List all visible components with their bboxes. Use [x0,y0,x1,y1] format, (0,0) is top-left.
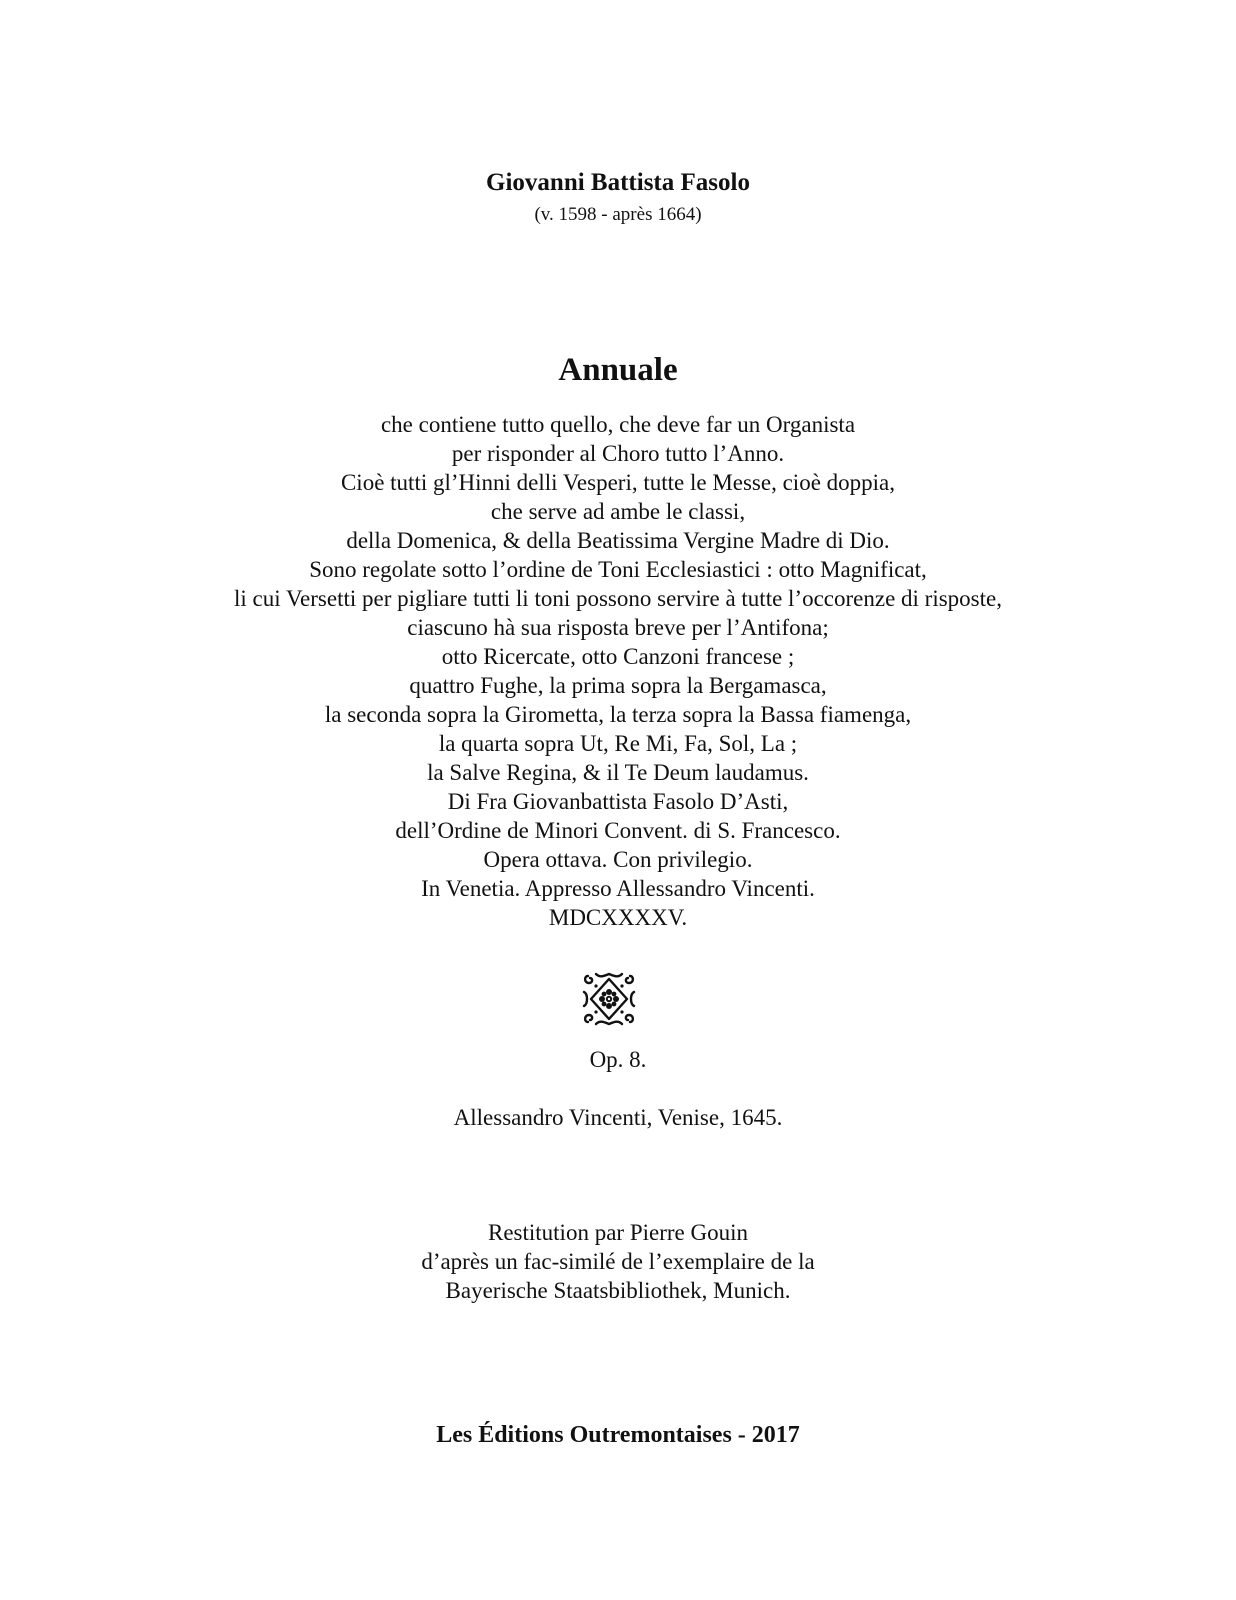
description-line: la quarta sopra Ut, Re Mi, Fa, Sol, La ; [438,731,798,756]
description-line: che contiene tutto quello, che deve far un Organista [380,412,856,437]
opus-number: Op. 8. [589,1047,647,1072]
work-title: Annuale [558,352,678,388]
description-line: Opera ottava. Con privilegio. [483,847,753,872]
description-line: che serve ad ambe le classi, [490,499,746,524]
description-line: per risponder al Choro tutto l’Anno. [451,441,785,466]
description-line: dell’Ordine de Minori Convent. di S. Francesco. [395,818,841,843]
author-dates: (v. 1598 - après 1664) [534,204,702,225]
description-line: otto Ricercate, otto Canzoni francese ; [441,644,795,669]
description-line: Di Fra Giovanbattista Fasolo D’Asti, [447,789,789,814]
author-name: Giovanni Battista Fasolo [486,169,750,196]
fleuron-ornament-icon [580,970,638,1028]
description-line: Sono regolate sotto l’ordine de Toni Ecclesiastici : otto Magnificat, [309,557,927,582]
description-line: li cui Versetti per pigliare tutti li toni possono servire à tutte l’occorenze di risposte, [234,586,1002,611]
description-line: MDCXXXXV. [548,905,688,930]
restitution-line: Restitution par Pierre Gouin [488,1220,748,1245]
description-line: quattro Fughe, la prima sopra la Bergamasca, [409,673,827,698]
description-line: la seconda sopra la Girometta, la terza sopra la Bassa fiamenga, [324,702,912,727]
description-line: ciascuno hà sua risposta breve per l’Antifona; [407,615,829,640]
restitution-line: Bayerische Staatsbibliothek, Munich. [445,1278,791,1303]
edition-footer: Les Éditions Outremontaises - 2017 [436,1422,800,1448]
description-line: della Domenica, & della Beatissima Vergine Madre di Dio. [346,528,890,553]
publisher-line: Allessandro Vincenti, Venise, 1645. [453,1105,783,1130]
restitution-block [0,1218,1236,1305]
restitution-line: d’après un fac-similé de l’exemplaire de la [421,1249,815,1274]
description-block [0,410,1236,932]
description-line: la Salve Regina, & il Te Deum laudamus. [427,760,809,785]
description-line: In Venetia. Appresso Allessandro Vincenti. [421,876,815,901]
description-line: Cioè tutti gl’Hinni delli Vesperi, tutte le Messe, cioè doppia, [340,470,896,495]
